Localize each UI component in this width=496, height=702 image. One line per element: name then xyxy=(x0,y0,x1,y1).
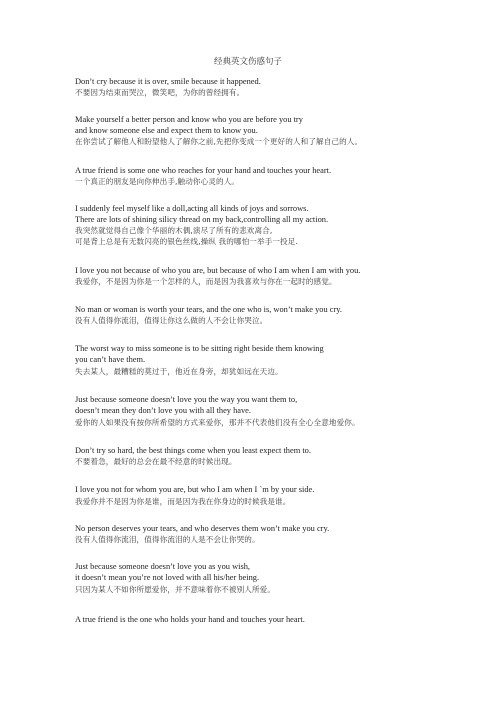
english-text-line: The worst way to miss someone is to be sitting right beside them knowing xyxy=(75,344,324,353)
english-text-line: I suddenly feel myself like a doll,acting all kinds of joys and sorrows. xyxy=(75,204,309,213)
chinese-text-line: 可是背上总是有无数闪亮的银色丝线,操纵 我的哪怕一举手一投足. xyxy=(75,237,298,246)
chinese-text-line: 失去某人，最糟糕的莫过于，他近在身旁，却犹如远在天边。 xyxy=(75,367,283,376)
chinese-text-line: 不要因为结束而哭泣，微笑吧，为你的曾经拥有。 xyxy=(75,88,245,97)
chinese-text-line: 一个真正的朋友是向你伸出手,触动你心灵的人。 xyxy=(75,177,240,186)
chinese-text-line: 没有人值得你流泪，值得你流泪的人是不会让你哭的。 xyxy=(75,535,260,544)
english-text-line: Make yourself a better person and know who you are before you try xyxy=(75,115,303,124)
english-text-line: it doesn’t mean you’re not loved with all his/her being. xyxy=(75,573,260,582)
english-text-line: No man or woman is worth your tears, and the one who is, won’t make you cry. xyxy=(75,305,343,314)
english-text-line: Just because someone doesn’t love you the way you want them to, xyxy=(75,395,298,404)
chinese-text-line: 我突然就觉得自己像个华丽的木偶,演尽了所有的悲欢离合, xyxy=(75,226,273,235)
english-text-line: No person deserves your tears, and who deserves them won’t make you cry. xyxy=(75,524,330,533)
chinese-text-line: 我爱你并不是因为你是谁，而是因为我在你身边的时候我是谁。 xyxy=(75,497,291,506)
english-text-line: A true friend is the one who holds your hand and touches your heart. xyxy=(75,615,305,624)
english-text-line: Just because someone doesn’t love you as you wish, xyxy=(75,562,250,571)
english-text-line: Don’t cry because it is over, smile because it happened. xyxy=(75,77,261,86)
english-text-line: Don’t try so hard, the best things come when you least expect them to. xyxy=(75,446,311,455)
english-text-line: I love you not for whom you are, but who I am when I `m by your side. xyxy=(75,485,315,494)
english-text-line: and know someone else and expect them to know you. xyxy=(75,126,258,135)
chinese-text-line: 在你尝试了解他人和盼望他人了解你之前,先把你变成一个更好的人和了解自己的人。 xyxy=(75,137,363,146)
chinese-text-line: 爱你的人如果没有按你所希望的方式来爱你，那并不代表他们没有全心全意地爱你。 xyxy=(75,418,360,427)
english-text-line: A true friend is some one who reaches for your hand and touches your heart. xyxy=(75,166,332,175)
chinese-text-line: 我爱你，不是因为你是一个怎样的人，而是因为我喜欢与你在一起时的感觉。 xyxy=(75,277,337,286)
english-text-line: doesn’t mean they don’t love you with all they have. xyxy=(75,406,251,415)
english-text-line: There are lots of shining silicy thread on my back,controlling all my action. xyxy=(75,215,329,224)
document-title: 经典英文伤感句子 xyxy=(213,56,282,66)
english-text-line: you can’t have them. xyxy=(75,355,146,364)
chinese-text-line: 只因为某人不如你所愿爱你，并不意味着你不被别人所爱。 xyxy=(75,585,276,594)
chinese-text-line: 不要着急，最好的总会在最不经意的时候出现。 xyxy=(75,457,237,466)
english-text-line: I love you not because of who you are, but because of who I am when I am with you. xyxy=(75,266,361,275)
chinese-text-line: 没有人值得你流泪，值得让你这么做的人不会让你哭泣。 xyxy=(75,316,268,325)
